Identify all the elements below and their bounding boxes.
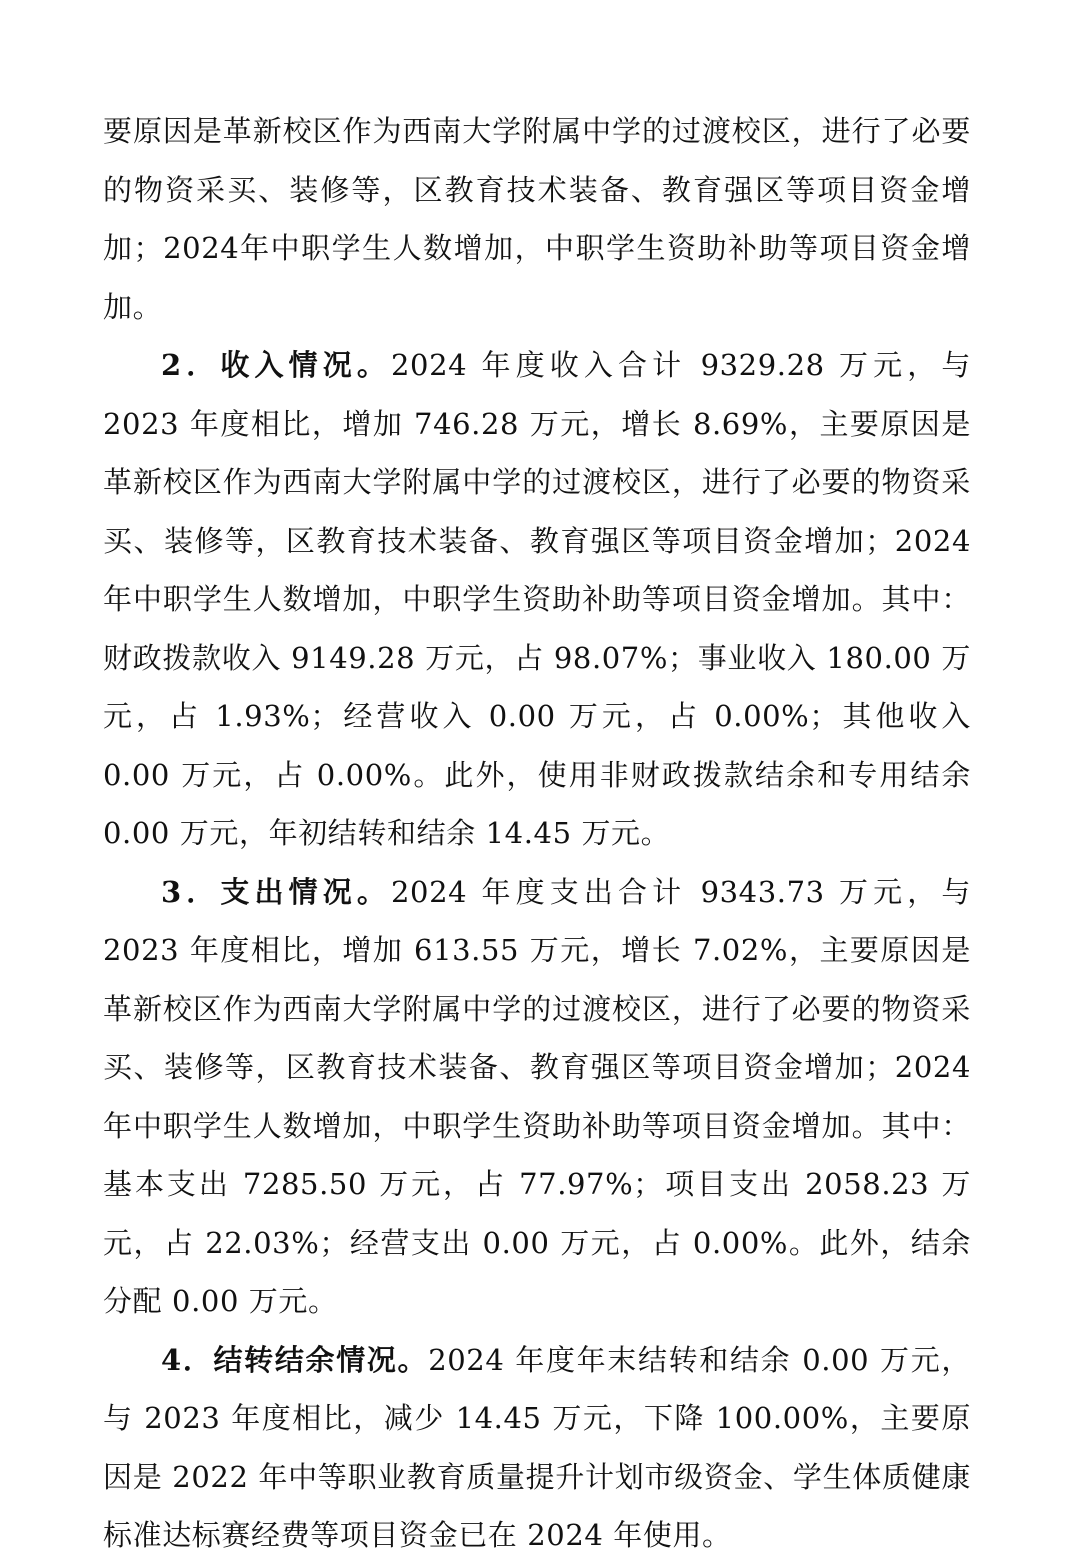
- carryover-section-heading: 4．结转结余情况。: [161, 1342, 429, 1377]
- income-section-body: 2024 年度收入合计 9329.28 万元，与 2023 年度相比，增加 746.28 万元，增长 8.69%，主要原因是革新校区作为西南大学附属中学的过渡校区，进行了必要的物资采买、装修等，区教育技术装备、教育强区等项目资金增加；2024 年中职学生人数增加，中职学生资助补助等项目资金增加。其中：财政拨款收入 9149.28 万元，占 98.07%；事业收入 180.00 万元，占 1.93%；经营收入 0.00 万元，占 0.00%；其他收入 0.00 万元，占 0.00%。此外，使用非财政拨款结余和专用结余 0.00 万元，年初结转和结余 14.45 万元。: [103, 348, 971, 850]
- expenditure-section-paragraph: [103, 863, 971, 1331]
- income-section-paragraph: [103, 336, 971, 863]
- carryover-section-paragraph: [103, 1331, 971, 1565]
- carryover-section-body: 2024 年度年末结转和结余 0.00 万元，与 2023 年度相比，减少 14.45 万元，下降 100.00%，主要原因是 2022 年中等职业教育质量提升计划市级资金、学生体质健康标准达标赛经费等项目资金已在 2024 年使用。: [103, 1342, 971, 1552]
- intro-paragraph: 要原因是革新校区作为西南大学附属中学的过渡校区，进行了必要的物资采买、装修等，区教育技术装备、教育强区等项目资金增加；2024年中职学生人数增加，中职学生资助补助等项目资金增加。: [103, 114, 971, 324]
- document-body: [103, 102, 971, 1565]
- expenditure-section-heading: 3．支出情况。: [161, 874, 391, 909]
- income-section-heading: 2．收入情况。: [161, 348, 391, 382]
- expenditure-section-body: 2024 年度支出合计 9343.73 万元，与 2023 年度相比，增加 613.55 万元，增长 7.02%，主要原因是革新校区作为西南大学附属中学的过渡校区，进行了必要的物资采买、装修等，区教育技术装备、教育强区等项目资金增加；2024 年中职学生人数增加，中职学生资助补助等项目资金增加。其中：基本支出 7285.50 万元，占 77.97%；项目支出 2058.23 万元，占 22.03%；经营支出 0.00 万元，占 0.00%。此外，结余分配 0.00 万元。: [103, 874, 971, 1318]
